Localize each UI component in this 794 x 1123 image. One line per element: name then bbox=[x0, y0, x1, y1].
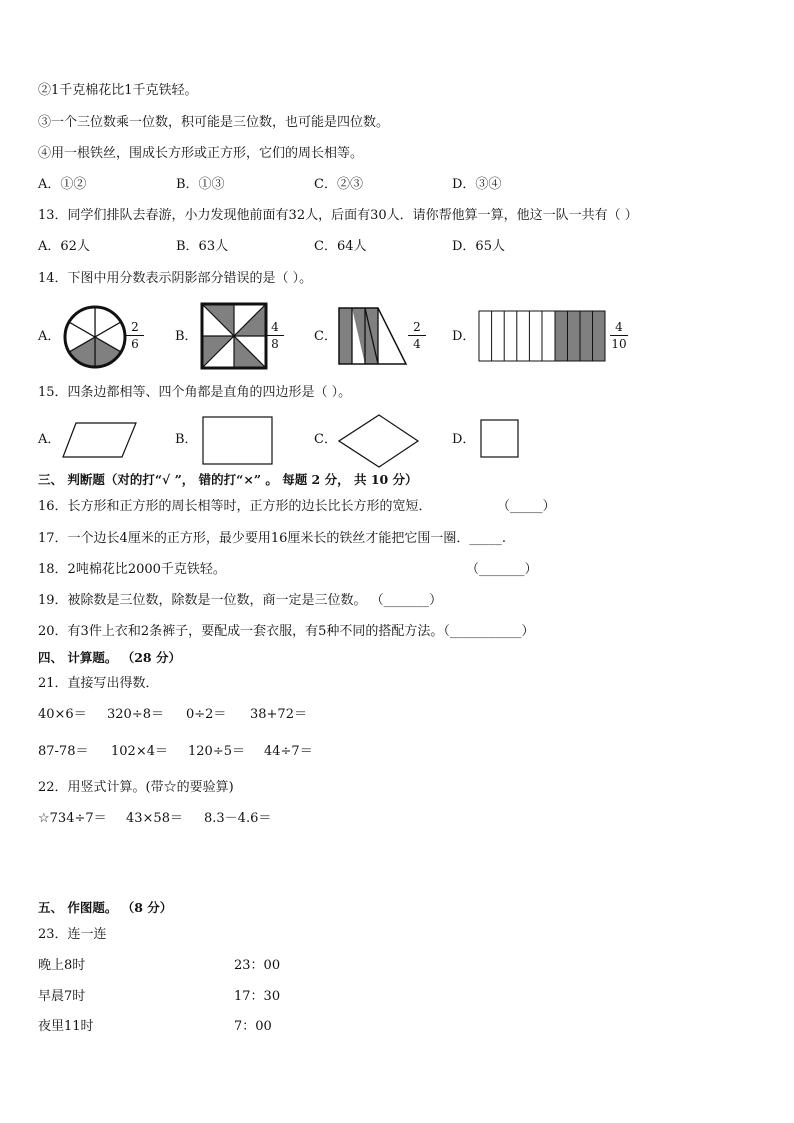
fraction-bar bbox=[126, 335, 144, 336]
q14-circle-figure bbox=[62, 304, 128, 370]
q13-option-c[interactable]: C．64人 bbox=[314, 239, 367, 254]
q21-item: 320÷8＝ bbox=[107, 707, 164, 722]
question-16: 16．长方形和正方形的周长相等时，正方形的边长比长方形的宽短． bbox=[38, 499, 432, 514]
question-18: 18．2吨棉花比2000千克铁轻。 bbox=[38, 562, 226, 577]
statement-3: ③一个三位数乘一位数，积可能是三位数，也可能是四位数。 bbox=[38, 115, 390, 130]
q22-item: 43×58＝ bbox=[126, 811, 183, 826]
question-23: 23．连一连 bbox=[38, 927, 107, 942]
q14-label-d[interactable]: D． bbox=[452, 329, 476, 344]
q14-fraction-a bbox=[124, 320, 146, 351]
statement-2: ②1千克棉花比1千克铁轻。 bbox=[38, 83, 198, 98]
q14-fraction-d bbox=[608, 320, 630, 351]
question-15: 15．四条边都相等、四个角都是直角的四边形是（ ）。 bbox=[38, 385, 352, 400]
q15-label-b[interactable]: B． bbox=[175, 432, 198, 447]
q23-left-item-1[interactable]: 晚上8时 bbox=[38, 958, 86, 973]
q21-item: 0÷2＝ bbox=[186, 707, 227, 722]
q12-option-c[interactable]: C．②③ bbox=[314, 177, 363, 192]
q14-fraction-a-den: 6 bbox=[131, 337, 139, 351]
q12-option-b[interactable]: B．①③ bbox=[176, 177, 225, 192]
q16-answer-blank[interactable]: （_____） bbox=[497, 499, 556, 514]
q23-left-item-3[interactable]: 夜里11时 bbox=[38, 1019, 94, 1034]
question-21: 21．直接写出得数． bbox=[38, 676, 159, 691]
q15-rectangle-shape bbox=[202, 416, 274, 466]
q14-fraction-a-num: 2 bbox=[131, 320, 139, 334]
fraction-bar bbox=[266, 335, 284, 336]
q12-option-d[interactable]: D．③④ bbox=[452, 177, 502, 192]
q21-item: 102×4＝ bbox=[111, 744, 168, 759]
section-5-heading: 五、 作图题。 （8 分） bbox=[38, 900, 173, 915]
q14-label-b[interactable]: B． bbox=[175, 329, 198, 344]
q14-fraction-c-den: 4 bbox=[413, 337, 421, 351]
q21-item: 44÷7＝ bbox=[264, 744, 313, 759]
q14-label-a[interactable]: A． bbox=[38, 329, 61, 344]
q22-item: ☆734÷7＝ bbox=[38, 811, 107, 826]
q21-item: 120÷5＝ bbox=[188, 744, 245, 759]
q23-left-item-2[interactable]: 早晨7时 bbox=[38, 989, 86, 1004]
q14-fraction-c bbox=[406, 320, 428, 351]
q14-fraction-b-den: 8 bbox=[271, 337, 279, 351]
question-22: 22．用竖式计算。(带☆的要验算) bbox=[38, 780, 234, 795]
q13-option-b[interactable]: B．63人 bbox=[176, 239, 229, 254]
q12-options bbox=[38, 176, 578, 194]
question-19: 19．被除数是三位数，除数是一位数，商一定是三位数。 （_______） bbox=[38, 593, 443, 608]
fraction-bar bbox=[610, 335, 628, 336]
q14-fraction-b bbox=[264, 320, 286, 351]
q14-fraction-b-num: 4 bbox=[271, 320, 279, 334]
q14-fraction-d-den: 10 bbox=[611, 337, 627, 351]
section-3-heading: 三、 判断题（对的打“√ ”， 错的打“×” 。 每题 2 分， 共 10 分） bbox=[38, 472, 418, 487]
question-17: 17．一个边长4厘米的正方形，最少要用16厘米长的铁丝才能把它围一圈．_____. bbox=[38, 531, 506, 546]
q13-option-a[interactable]: A．62人 bbox=[38, 239, 90, 254]
q21-item: 38+72＝ bbox=[250, 707, 307, 722]
q21-item: 87-78＝ bbox=[38, 744, 89, 759]
q13-options bbox=[38, 238, 538, 256]
question-20: 20．有3件上衣和2条裤子，要配成一套衣服，有5种不同的搭配方法。（___________） bbox=[38, 624, 535, 639]
q14-fraction-c-num: 2 bbox=[413, 320, 421, 334]
statement-4: ④用一根铁丝，围成长方形或正方形，它们的周长相等。 bbox=[38, 146, 364, 161]
q14-label-c[interactable]: C． bbox=[314, 329, 337, 344]
q15-parallelogram-shape bbox=[62, 420, 138, 460]
question-14: 14．下图中用分数表示阴影部分错误的是（ ）。 bbox=[38, 271, 313, 286]
q23-right-item-3[interactable]: 7：00 bbox=[234, 1019, 272, 1034]
q21-item: 40×6＝ bbox=[38, 707, 87, 722]
q14-parallelogram-figure bbox=[336, 305, 408, 367]
q15-label-c[interactable]: C． bbox=[314, 432, 337, 447]
q15-label-d[interactable]: D． bbox=[452, 432, 476, 447]
q14-strip-figure bbox=[478, 310, 608, 362]
section-4-heading: 四、 计算题。 （28 分） bbox=[38, 650, 181, 665]
q18-answer-blank[interactable]: （_______） bbox=[466, 562, 538, 577]
q14-square-figure bbox=[200, 302, 268, 370]
q12-option-a[interactable]: A．①② bbox=[38, 177, 87, 192]
fraction-bar bbox=[408, 335, 426, 336]
q23-right-item-1[interactable]: 23：00 bbox=[234, 958, 281, 973]
q15-rhombus-shape bbox=[338, 414, 420, 468]
q15-label-a[interactable]: A． bbox=[38, 432, 61, 447]
q22-item: 8.3－4.6＝ bbox=[204, 811, 272, 826]
q23-right-item-2[interactable]: 17：30 bbox=[234, 989, 281, 1004]
question-13: 13．同学们排队去春游，小力发现他前面有32人，后面有30人．请你帮他算一算，他这一队一共有（ ） bbox=[38, 208, 638, 223]
q13-option-d[interactable]: D．65人 bbox=[452, 239, 505, 254]
q15-square-shape bbox=[480, 419, 520, 459]
q14-fraction-d-num: 4 bbox=[615, 320, 623, 334]
